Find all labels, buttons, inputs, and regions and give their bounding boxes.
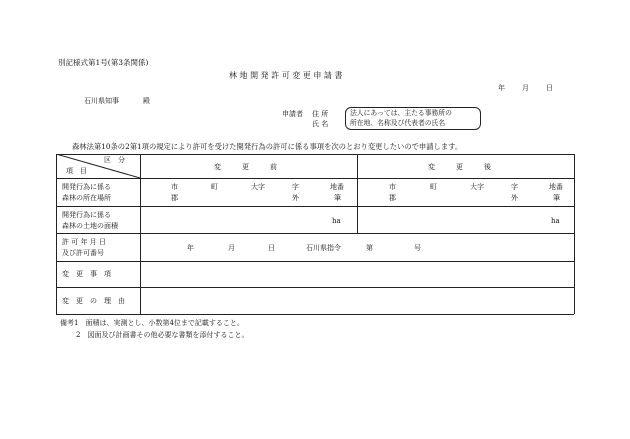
after-aza: 字	[511, 183, 518, 191]
table-border-bottom	[56, 314, 574, 315]
row-area-label2: 森林の土地の面積	[62, 222, 118, 230]
after-chiban: 地番	[549, 183, 563, 191]
applicant-note-line1: 法人にあっては、主たる事務所の	[350, 109, 452, 117]
before-area-unit: ha	[332, 217, 341, 225]
table-line-location	[56, 206, 574, 207]
note-2: 2 図面及び計画書その他必要な書類を添付すること。	[76, 331, 249, 339]
header-before: 変 更 前	[214, 163, 277, 171]
row-permit-label2: 及び許可番号	[62, 249, 104, 257]
after-machi: 町	[430, 183, 437, 191]
addressee-honorific: 殿	[143, 97, 150, 105]
row-location-label2: 森林の所在場所	[62, 194, 111, 202]
header-kubun: 区 分	[104, 156, 125, 164]
date-month: 月	[522, 84, 529, 92]
row-location-label1: 開発行為に係る	[62, 183, 111, 191]
applicant-address-label: 住 所	[312, 110, 329, 118]
permit-month: 月	[228, 244, 235, 252]
before-gun: 郡	[171, 194, 178, 202]
table-line-permit	[56, 261, 574, 262]
applicant-note-line2: 所在地、名称及び代表者の氏名	[350, 119, 446, 127]
before-aza: 字	[292, 183, 299, 191]
applicant-name-label: 氏 名	[312, 120, 329, 128]
permit-shitei: 石川県指令	[306, 244, 341, 252]
permit-gou: 号	[414, 244, 421, 252]
permit-year: 年	[187, 244, 194, 252]
after-gun: 郡	[389, 194, 396, 202]
permit-dai: 第	[366, 244, 373, 252]
header-koumoku: 項 目	[66, 167, 87, 175]
permit-day: 日	[268, 244, 275, 252]
date-year: 年	[498, 84, 505, 92]
header-after: 変 更 後	[428, 163, 491, 171]
before-oaza: 大字	[251, 183, 265, 191]
row-change-label: 変 更 事 項	[62, 270, 111, 278]
before-chiban: 地番	[330, 183, 344, 191]
after-gai: 外	[511, 194, 518, 202]
table-border-right	[574, 154, 575, 314]
after-oaza: 大字	[470, 183, 484, 191]
row-reason-label: 変 更 の 理 由	[62, 297, 125, 305]
addressee-name: 石川県知事	[84, 97, 119, 105]
applicant-label: 申請者	[282, 110, 303, 118]
row-permit-label1: 許 可 年 月 日	[62, 238, 106, 246]
before-shi: 市	[171, 183, 178, 191]
before-hitsu: 筆	[334, 194, 341, 202]
date-day: 日	[546, 84, 553, 92]
intro-text: 森林法第10条の2第1項の規定により許可を受けた開発行為の許可に係る事項を次のとおり変更したいので申請します。	[72, 142, 463, 151]
after-area-unit: ha	[551, 217, 560, 225]
note-1: 備考1 面積は、実測とし、小数第4位まで記載すること。	[60, 319, 244, 327]
before-gai: 外	[292, 194, 299, 202]
page-title: 林 地 開 発 許 可 変 更 申 請 書	[229, 71, 343, 80]
table-line-change	[56, 287, 574, 288]
row-area-label1: 開発行為に係る	[62, 211, 111, 219]
before-machi: 町	[211, 183, 218, 191]
form-id: 別記様式第1号(第3条関係)	[58, 58, 149, 67]
after-hitsu: 筆	[553, 194, 560, 202]
after-shi: 市	[389, 183, 396, 191]
table-line-middle-upper	[357, 154, 358, 233]
table-line-area	[56, 233, 574, 234]
